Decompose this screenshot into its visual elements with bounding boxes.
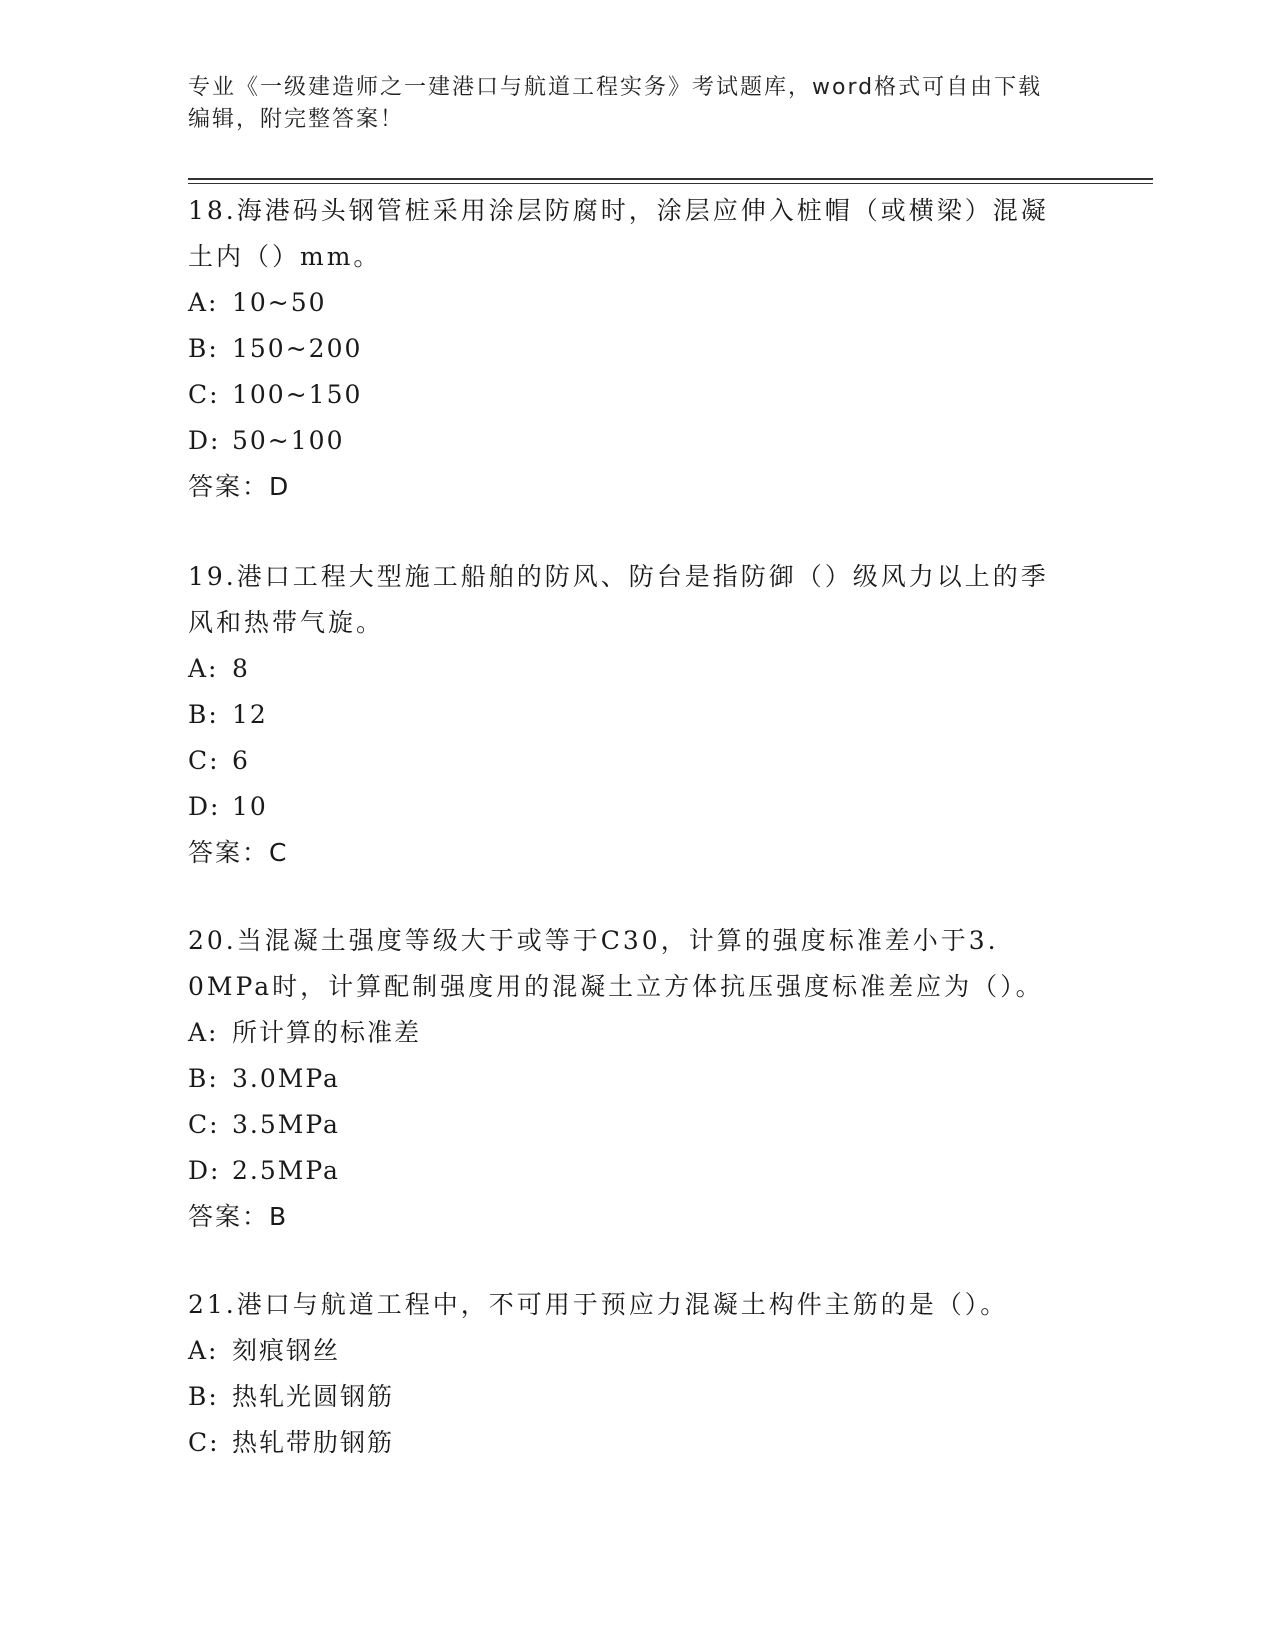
header-line-2: 编辑，附完整答案！ (188, 107, 405, 132)
option-text: 8 (232, 654, 250, 683)
option-a (188, 646, 1088, 692)
option-text: 刻痕钢丝 (232, 1336, 341, 1365)
option-text: 100~150 (232, 380, 363, 409)
question-18 (188, 188, 1088, 510)
option-a (188, 1010, 1088, 1056)
option-text: 10~50 (232, 288, 327, 317)
option-letter: B: (188, 700, 219, 729)
option-text: 3.5MPa (232, 1110, 340, 1139)
question-stem-line: 土内（）mm。 (188, 242, 382, 271)
option-letter: D: (188, 426, 221, 455)
question-stem-line: 风和热带气旋。 (188, 608, 385, 637)
question-19 (188, 554, 1088, 876)
question-21 (188, 1282, 1088, 1466)
option-letter: A: (188, 654, 219, 683)
option-letter: C: (188, 1428, 220, 1457)
document-header (188, 72, 1068, 136)
question-stem-line: 19.港口工程大型施工船舶的防风、防台是指防御（）级风力以上的季 (188, 562, 1049, 591)
answer-line: 答案：D (188, 472, 291, 501)
option-text: 10 (232, 792, 268, 821)
question-stem-line: 0MPa时，计算配制强度用的混凝土立方体抗压强度标准差应为（）。 (188, 972, 1044, 1001)
option-b (188, 1374, 1088, 1420)
option-letter: C: (188, 746, 220, 775)
option-text: 12 (232, 700, 268, 729)
option-c (188, 738, 1088, 784)
option-letter: B: (188, 1382, 219, 1411)
option-letter: A: (188, 1336, 219, 1365)
question-stem-line: 20.当混凝土强度等级大于或等于C30，计算的强度标准差小于3. (188, 926, 999, 955)
option-letter: B: (188, 1064, 219, 1093)
option-d (188, 784, 1088, 830)
option-b (188, 692, 1088, 738)
option-b (188, 326, 1088, 372)
option-letter: C: (188, 1110, 220, 1139)
option-b (188, 1056, 1088, 1102)
option-text: 2.5MPa (232, 1156, 340, 1185)
option-c (188, 372, 1088, 418)
option-text: 热轧带肋钢筋 (232, 1428, 395, 1457)
option-letter: D: (188, 1156, 221, 1185)
option-a (188, 1328, 1088, 1374)
question-20 (188, 918, 1088, 1240)
option-text: 6 (232, 746, 250, 775)
option-text: 50~100 (232, 426, 345, 455)
option-c (188, 1102, 1088, 1148)
option-letter: B: (188, 334, 219, 363)
option-d (188, 418, 1088, 464)
option-a (188, 280, 1088, 326)
option-text: 热轧光圆钢筋 (232, 1382, 395, 1411)
header-divider-thin (188, 183, 1153, 184)
question-stem-line: 21.港口与航道工程中，不可用于预应力混凝土构件主筋的是（）。 (188, 1290, 1009, 1319)
option-c (188, 1420, 1088, 1466)
header-line-1: 专业《一级建造师之一建港口与航道工程实务》考试题库，word格式可自由下载 (188, 75, 1043, 100)
option-letter: A: (188, 288, 219, 317)
header-divider-thick (188, 178, 1153, 180)
option-text: 所计算的标准差 (232, 1018, 422, 1047)
option-letter: C: (188, 380, 220, 409)
answer-line: 答案：B (188, 1202, 289, 1231)
answer-line: 答案：C (188, 838, 289, 867)
option-letter: D: (188, 792, 221, 821)
question-stem-line: 18.海港码头钢管桩采用涂层防腐时，涂层应伸入桩帽（或横梁）混凝 (188, 196, 1049, 225)
option-letter: A: (188, 1018, 219, 1047)
option-d (188, 1148, 1088, 1194)
option-text: 3.0MPa (232, 1064, 340, 1093)
option-text: 150~200 (232, 334, 363, 363)
